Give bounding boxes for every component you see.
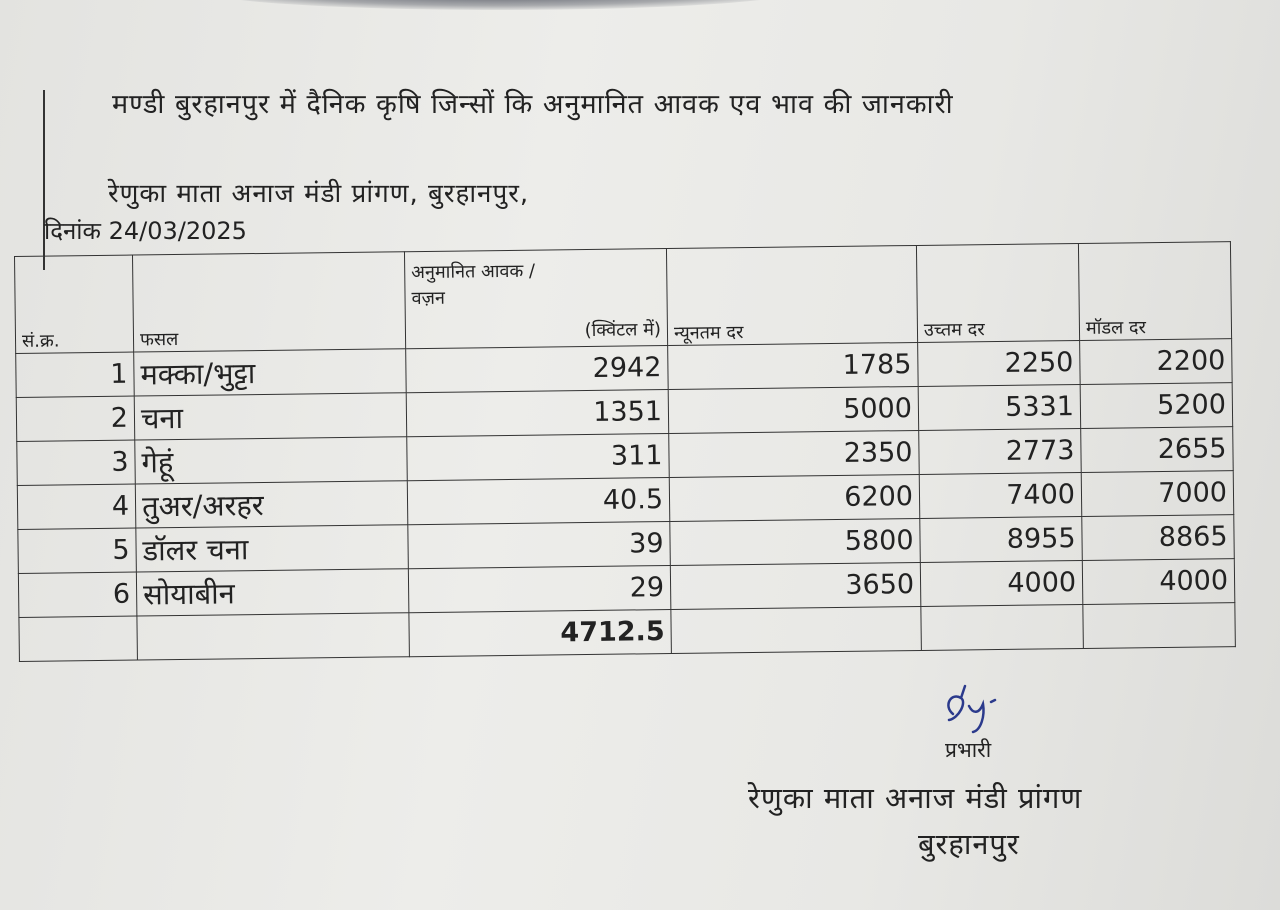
- cell-serial: 3: [17, 440, 136, 485]
- header-arrival-line2: वज़न: [411, 287, 446, 310]
- cell-empty: [671, 606, 922, 653]
- cell-serial: 5: [18, 528, 137, 573]
- office-city: बुरहानपुर: [918, 827, 1020, 861]
- document-date: [44, 214, 247, 247]
- cell-arrival: 1351: [406, 390, 669, 437]
- cell-crop: गेहूं: [135, 437, 408, 484]
- cell-max-rate: 5331: [918, 384, 1081, 430]
- cell-modal-rate: 2200: [1080, 339, 1233, 385]
- header-arrival-line1: अनुमानित आवक /: [411, 260, 536, 284]
- header-arrival-line3: (क्विंटल में): [584, 319, 662, 342]
- cell-crop: मक्का/भुट्टा: [134, 349, 407, 396]
- signature-scribble: [935, 684, 1045, 734]
- cell-empty: [19, 616, 138, 661]
- cell-crop: सोयाबीन: [136, 569, 409, 616]
- cell-empty: [1083, 603, 1236, 649]
- header-serial: सं.क्र.: [15, 255, 134, 353]
- signatory-title: प्रभारी: [945, 738, 992, 762]
- cell-arrival: 2942: [406, 346, 669, 393]
- cell-total-arrival: 4712.5: [409, 610, 672, 657]
- date-label: दिनांक: [44, 217, 101, 245]
- cell-serial: 2: [16, 396, 135, 441]
- cell-max-rate: 2773: [919, 428, 1082, 474]
- cell-crop: डॉलर चना: [136, 525, 409, 572]
- office-name: रेणुका माता अनाज मंडी प्रांगण: [748, 781, 1083, 815]
- cell-min-rate: 6200: [669, 474, 920, 521]
- cell-arrival: 29: [408, 566, 671, 613]
- cell-modal-rate: 4000: [1082, 559, 1235, 605]
- cell-min-rate: 1785: [668, 342, 919, 389]
- cell-modal-rate: 5200: [1080, 383, 1233, 429]
- cell-max-rate: 2250: [918, 340, 1081, 386]
- rates-table-container: [14, 241, 1235, 682]
- cell-max-rate: 7400: [919, 472, 1082, 518]
- cell-modal-rate: 8865: [1082, 515, 1235, 561]
- cell-empty: [137, 613, 410, 660]
- header-min-rate: न्यूनतम दर: [666, 245, 917, 345]
- header-arrival: [404, 249, 667, 349]
- header-crop: फसल: [132, 252, 405, 352]
- cell-crop: तुअर/अरहर: [135, 481, 408, 528]
- cell-arrival: 311: [407, 434, 670, 481]
- date-value: 24/03/2025: [108, 217, 247, 245]
- cell-arrival: 39: [408, 522, 671, 569]
- cell-modal-rate: 7000: [1081, 471, 1234, 517]
- rates-table: [14, 241, 1236, 662]
- cell-serial: 1: [16, 352, 135, 397]
- cell-crop: चना: [134, 393, 407, 440]
- header-modal-rate: मॉडल दर: [1078, 242, 1231, 341]
- cell-modal-rate: 2655: [1081, 427, 1234, 473]
- document-title: मण्डी बुरहानपुर में दैनिक कृषि जिन्सों कि अनुमानित आवक एव भाव की जानकारी: [112, 89, 954, 120]
- cell-serial: 4: [17, 484, 136, 529]
- cell-serial: 6: [18, 572, 137, 617]
- cell-min-rate: 5000: [668, 386, 919, 433]
- cell-min-rate: 3650: [670, 562, 921, 609]
- cell-arrival: 40.5: [407, 478, 670, 525]
- header-max-rate: उच्तम दर: [916, 243, 1079, 342]
- cell-min-rate: 2350: [669, 430, 920, 477]
- cell-max-rate: 8955: [920, 516, 1083, 562]
- top-shadow: [200, 0, 800, 10]
- cell-min-rate: 5800: [670, 518, 921, 565]
- document-subtitle: रेणुका माता अनाज मंडी प्रांगण, बुरहानपुर,: [108, 179, 530, 209]
- cell-empty: [921, 604, 1084, 650]
- cell-max-rate: 4000: [920, 560, 1083, 606]
- table-header-row: [15, 242, 1232, 354]
